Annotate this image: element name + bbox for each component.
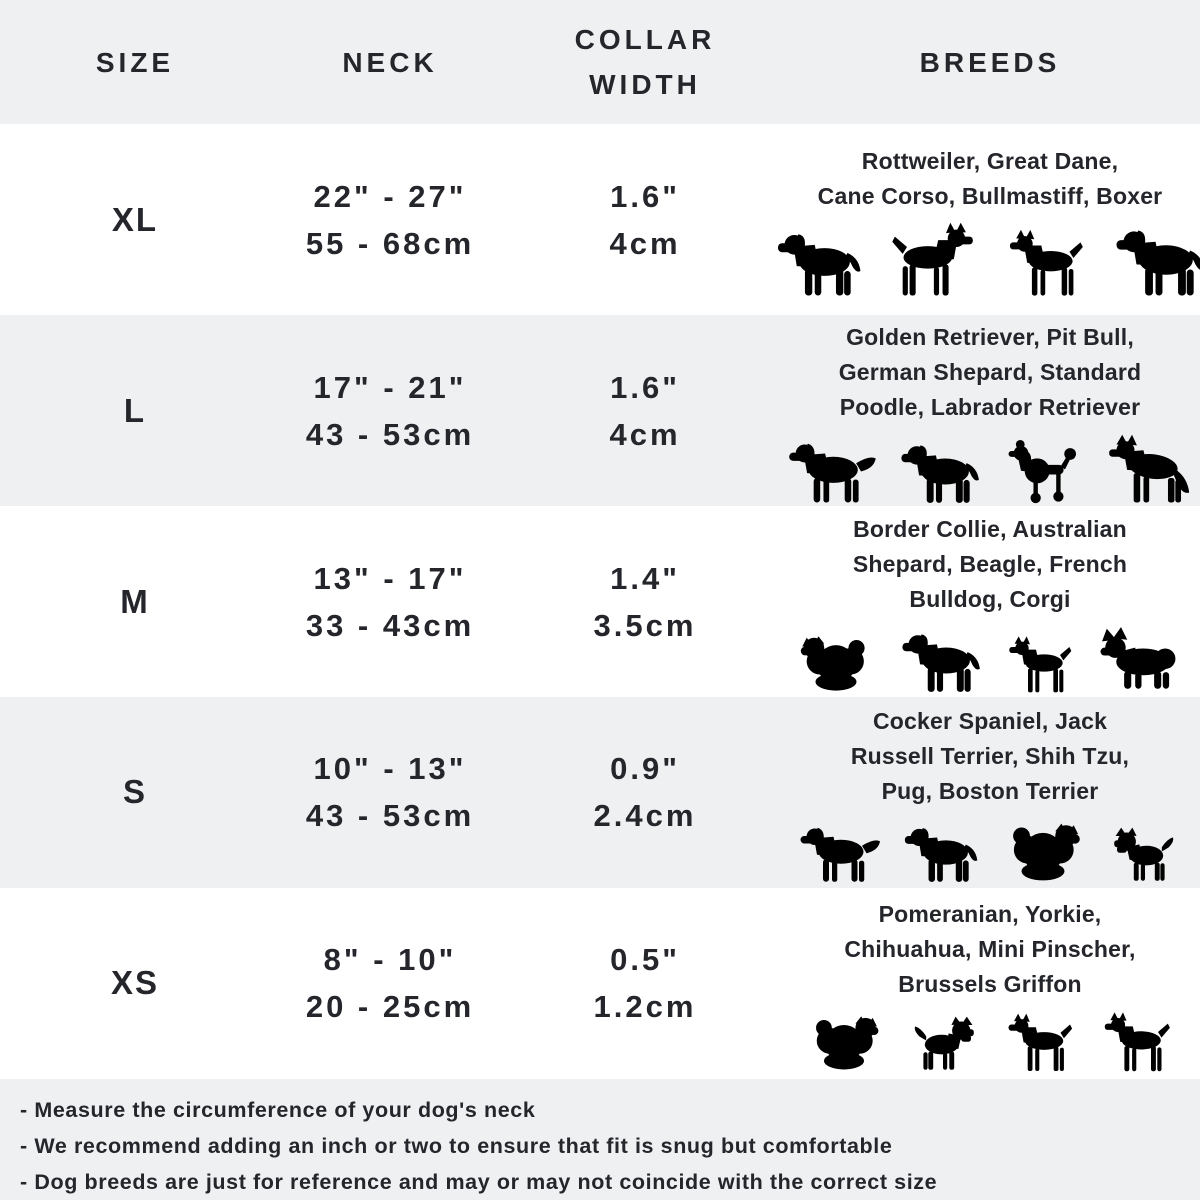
measurement-notes [0, 1079, 1200, 1200]
size-value: XL [111, 200, 159, 238]
neck-inches: 13" - 17" [313, 560, 467, 596]
labrador-retriever-icon [893, 437, 985, 506]
breeds-cell [780, 315, 1200, 506]
mini-pinscher-icon [1095, 1011, 1179, 1074]
yorkie-icon [901, 1011, 985, 1074]
neck-cell [270, 315, 510, 506]
collar-width-cm: 2.4cm [593, 798, 697, 834]
collar-width-inches: 0.5" [610, 942, 680, 978]
collar-width-inches: 1.4" [610, 560, 680, 596]
bullmastiff-boxer-icon [1107, 221, 1200, 299]
breeds-text-line: Cocker Spaniel, Jack [872, 707, 1108, 734]
neck-cell [270, 506, 510, 697]
standard-poodle-icon [999, 440, 1087, 506]
breeds-text-line: Chihuahua, Mini Pinscher, [844, 935, 1136, 962]
size-value: L [123, 391, 147, 429]
breeds-text-line: Rottweiler, Great Dane, [861, 148, 1119, 175]
size-cell [0, 697, 270, 888]
table-row-s [0, 697, 1200, 888]
neck-cm: 43 - 53cm [305, 798, 475, 834]
breeds-text-line: Pomeranian, Yorkie, [878, 900, 1102, 927]
great-dane-icon [881, 221, 985, 299]
breed-icons-row [801, 1009, 1179, 1074]
cocker-spaniel-icon [793, 817, 883, 885]
breeds-cell [780, 506, 1200, 697]
rottweiler-icon [769, 225, 867, 299]
size-value: S [122, 773, 147, 811]
neck-cm: 43 - 53cm [305, 416, 475, 452]
neck-cell [270, 697, 510, 888]
breeds-text-line: German Shepard, Standard [838, 358, 1142, 385]
header-size-label: SIZE [95, 46, 175, 78]
table-row-l [0, 315, 1200, 506]
collar-width-cell [510, 315, 780, 506]
collar-width-inches: 1.6" [610, 178, 680, 214]
breeds-text-line: Pug, Boston Terrier [881, 777, 1099, 804]
header-cell-size [0, 0, 270, 124]
breed-icons-row [792, 624, 1189, 695]
header-neck-label: NECK [342, 46, 438, 78]
neck-inches: 17" - 21" [313, 369, 467, 405]
breeds-text-line: Poodle, Labrador Retriever [839, 393, 1141, 420]
collar-width-cell [510, 506, 780, 697]
collar-width-cell [510, 697, 780, 888]
breed-icons-row [793, 816, 1187, 885]
header-cell-breeds [780, 0, 1200, 124]
breeds-cell [780, 124, 1200, 315]
breed-icons-row [781, 432, 1199, 506]
size-cell [0, 124, 270, 315]
table-header-row [0, 0, 1200, 124]
note-breeds-reference: - Dog breeds are just for reference and may or may not coincide with the correct size [20, 1169, 938, 1194]
breeds-cell [780, 888, 1200, 1079]
neck-cell [270, 124, 510, 315]
collar-width-inches: 1.6" [610, 369, 680, 405]
header-cell-neck [270, 0, 510, 124]
neck-cell [270, 888, 510, 1079]
collar-width-cm: 4cm [609, 416, 681, 452]
collar-width-cm: 1.2cm [593, 989, 697, 1025]
breeds-cell [780, 697, 1200, 888]
neck-cm: 20 - 25cm [305, 989, 475, 1025]
size-cell [0, 506, 270, 697]
australian-shepard-icon [792, 629, 880, 695]
neck-inches: 10" - 13" [313, 751, 467, 787]
table-row-m [0, 506, 1200, 697]
collar-width-cell [510, 124, 780, 315]
header-cell-collar-width [510, 0, 780, 124]
size-value: XS [110, 964, 160, 1002]
beagle-icon [894, 626, 986, 695]
note-measure-neck: - Measure the circumference of your dog's neck [20, 1097, 536, 1122]
golden-retriever-icon [781, 432, 879, 506]
breeds-text-line: Shepard, Beagle, French [852, 551, 1128, 577]
neck-cm: 33 - 43cm [305, 607, 475, 643]
jack-russell-terrier-icon [897, 820, 983, 885]
breeds-text-line: Bulldog, Corgi [909, 586, 1071, 612]
collar-width-cell [510, 888, 780, 1079]
pomeranian-icon [801, 1009, 887, 1074]
cane-corso-icon [999, 228, 1093, 299]
size-value: M [120, 582, 150, 620]
breeds-text-line: Golden Retriever, Pit Bull, [846, 323, 1134, 350]
neck-inches: 8" - 10" [323, 942, 457, 978]
collar-width-cm: 4cm [609, 225, 681, 261]
header-breeds-label: BREEDS [919, 46, 1061, 78]
breeds-text-line: Cane Corso, Bullmastiff, Boxer [817, 183, 1163, 210]
table-row-xs [0, 888, 1200, 1079]
shih-tzu-icon [997, 816, 1089, 885]
size-cell [0, 888, 270, 1079]
collar-width-inches: 0.9" [610, 751, 680, 787]
breeds-text-line: Border Collie, Australian [853, 516, 1127, 542]
breeds-text-line: Russell Terrier, Shih Tzu, [850, 742, 1130, 769]
corgi-icon [1094, 624, 1189, 695]
collar-width-cm: 3.5cm [593, 607, 697, 643]
german-shepard-icon [1101, 432, 1199, 506]
french-bulldog-icon [1000, 635, 1080, 695]
breeds-text-line: Brussels Griffon [898, 970, 1082, 997]
chihuahua-icon [999, 1012, 1081, 1074]
size-cell [0, 315, 270, 506]
header-collar-width-label: COLLAR WIDTH [574, 24, 716, 101]
table-row-xl [0, 124, 1200, 315]
breed-icons-row [769, 221, 1200, 299]
pug-icon [1103, 822, 1187, 885]
note-add-inch: - We recommend adding an inch or two to ensure that fit is snug but comfortable [20, 1133, 893, 1158]
neck-inches: 22" - 27" [313, 178, 467, 214]
neck-cm: 55 - 68cm [305, 225, 475, 261]
